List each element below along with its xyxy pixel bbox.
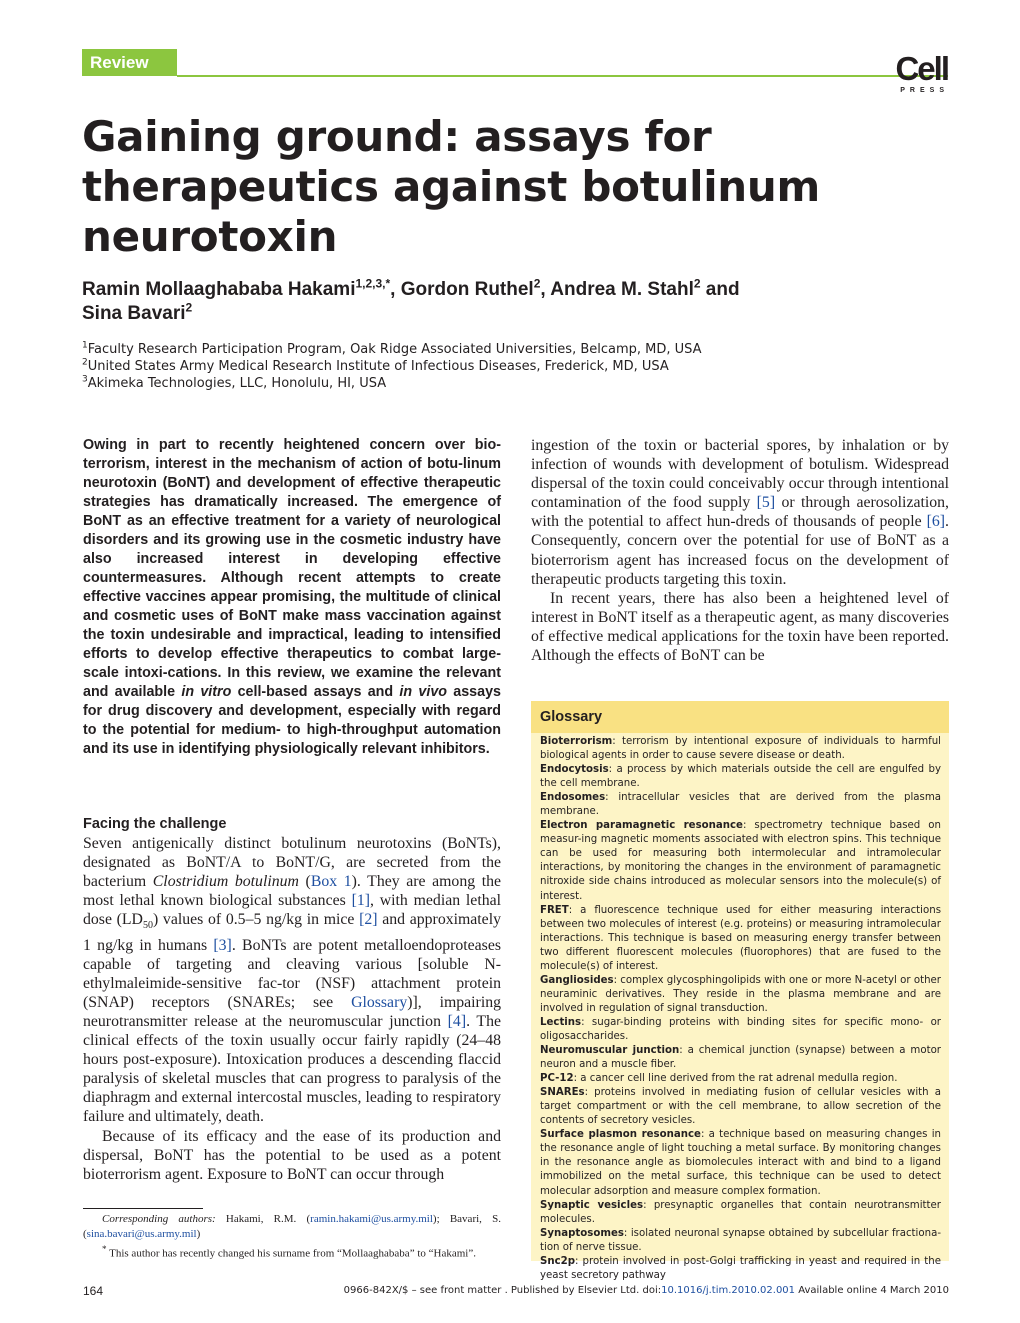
author-list [82,278,942,326]
box-link[interactable]: Box 1 [310,873,352,891]
author-name: Sina Bavari [82,303,186,324]
glossary-term: Bioterrorism [540,736,613,747]
glossary-definition: : terrorism by intentional exposure of individuals to harmful biological agents in order to cause severe disease or death. [540,736,941,762]
footnote-text: Hakami, R.M. ( [215,1213,311,1225]
glossary-entry [540,1199,941,1227]
glossary-term: SNAREs [540,1087,585,1099]
body-column-right [531,436,949,665]
cell-press-logo-subtext: PRESS [900,87,949,94]
glossary-entry [540,819,941,903]
body-text: ) values of 0.5–5 ng/kg in mice [152,911,360,929]
availability-text: Available online 4 March 2010 [795,1285,949,1296]
reference-link[interactable]: [4] [447,1013,467,1030]
body-text: . The clinical effects of the toxin usually occur fairly rapidly (24–48 hours post-exposure). Intoxication produces a descending flaccid paralysis of skeletal muscles that can progress to paralysis of the diaphragm and external intercostal muscles, leading to respiratory failure and ultimately, death. [83,1013,501,1126]
glossary-entry [540,1044,941,1072]
body-text: ( [298,873,311,891]
author-separator: , [540,279,551,300]
reference-link[interactable]: [5] [756,494,776,512]
glossary-definition: : a chemical junction (synapse) between a motor neuron and a muscle fiber. [540,1045,941,1071]
glossary-entry [540,1072,941,1086]
body-text: ). They are among the most lethal known biological substances [83,873,502,910]
affiliation-number: 3 [82,374,88,385]
glossary-term: Lectins [540,1016,582,1028]
affiliation-item [82,358,702,375]
affiliation-number: 1 [82,340,88,351]
glossary-definition: : a technique based on measuring changes in the resonance angle of light touching a metal surface. By monitoring changes in the resonance angle as biomolecules interact with and bind to a ligand immobilized on the metal surface, this technique can be used to detect molecular adsorption and measure complex formation. [540,1129,941,1197]
glossary-definition: : a fluorescence technique used for either measuring interactions between two molecules of interest (e.g. proteins) or measuring intramolecular interactions. This technique is based on measuring energy transfer between two different fluorescent molecules (fluorophores) that are fused to the molecule(s) of interest. [540,904,941,972]
glossary-box [531,701,949,1281]
glossary-entry [540,791,941,819]
author-separator: and [700,279,740,300]
body-text: Seven antigenically distinct botulinum neurotoxins (BoNTs), designated as BoNT/A to BoNT/G, are secreted from the bacterium [83,835,501,891]
glossary-entry [540,1227,941,1255]
abstract-italic: in vivo [399,684,447,700]
author-name: Ramin Mollaaghababa Hakami [82,279,356,300]
glossary-term: Neuromuscular junction [540,1045,680,1057]
glossary-term: Snc2p [540,1255,576,1267]
glossary-entry [540,763,941,791]
glossary-definition: : sugar-binding proteins with binding sites for specific mono- or oligosaccharides. [540,1016,941,1042]
glossary-link[interactable]: Glossary [351,993,408,1011]
publication-info [344,1284,949,1298]
glossary-definition: : spectrometry technique based on measur-ing magnetic moments associated with electron spins. This technique can be used for measuring both intermolecular and intramolecular interactions, by monitoring the changes in the environment of paramagnetic nitroxide side chains introduced as molecular sensors into the molecule(s) of interest. [540,820,941,902]
page-number: 164 [83,1284,104,1298]
glossary-term: Synaptic vesicles [540,1199,644,1211]
abstract-italic: in vitro [181,684,232,700]
glossary-entry [540,1086,941,1128]
header-rule [177,75,948,77]
surname-note [83,1242,501,1262]
body-text: and approximately 1 ng/kg in humans [83,911,501,954]
footnote-label: Corresponding authors: [102,1213,216,1225]
body-paragraph [531,436,949,589]
article-title: Gaining ground: assays for therapeutics against botulinum neurotoxin [82,112,820,261]
species-name: Clostridium botulinum [152,873,299,891]
glossary-term: PC-12 [540,1073,574,1085]
author-affiliation-marks[interactable]: 2 [533,276,541,291]
glossary-definition: : complex glycosphingolipids with one or more N-acetyl or other neuraminic derivatives. They reside in the plasma membrane and are involved in regulation of signal transduction. [540,974,941,1014]
section-heading: Facing the challenge [83,816,227,832]
affiliation-text: Akimeka Technologies, LLC, Honolulu, HI, USA [87,376,387,391]
affiliation-item [82,341,702,358]
glossary-entry [540,974,941,1016]
glossary-title: Glossary [531,701,949,733]
footnote-text: ) [196,1228,201,1240]
glossary-term: Endosomes [540,792,606,804]
glossary-definition: : a cancer cell line derived from the rat adrenal medulla region. [573,1073,898,1085]
author-affiliation-marks[interactable]: 2 [693,276,701,291]
reference-link[interactable]: [1] [351,892,370,910]
body-paragraph: In recent years, there has also been a heightened level of interest in BoNT itself as a therapeutic agent, as many discoveries of effective medical applications for the toxin have been reported. Although the effects of BoNT can be [531,589,949,665]
glossary-term: Electron paramagnetic resonance [540,820,743,832]
reference-link[interactable]: [6] [926,513,946,531]
glossary-definition: : a process by which materials outside the cell are engulfed by the cell membrane. [540,764,941,790]
body-text: . BoNTs are potent metalloendoproteases capable of targeting and cleaving various [soluble N-ethylmaleimide-sensitive fac-tor (NSF) attachment protein (SNAP) receptors (SNAREs; see [83,936,501,1011]
glossary-definition: : proteins involved in mediating fusion of cellular vesicles with a target compartment or with the cell membrane, to allow secretion of the contents of secretory vesicles. [540,1087,941,1127]
author-affiliation-marks[interactable]: 2 [185,300,193,315]
body-text: , with median lethal dose (LD [83,892,502,929]
affiliation-number: 2 [82,357,88,368]
body-paragraph [83,834,501,1127]
footnote-text: This author has recently changed his surname from “Mollaaghababa” to “Hakami”. [106,1247,476,1260]
glossary-definition: : intracellular vesicles that are derived from the plasma membrane. [540,792,941,818]
article-type-tag: Review [82,49,177,76]
footnote-rule [83,1208,203,1209]
glossary-definition: : isolated neuronal synapse obtained by subcellular fractiona-tion of nerve tissue. [540,1227,941,1253]
footnotes [83,1212,501,1262]
doi-link[interactable]: 10.1016/j.tim.2010.02.001 [661,1285,796,1296]
glossary-term: Surface plasmon resonance [540,1129,701,1141]
author-name: Andrea M. Stahl [550,279,694,300]
abstract-text: cell-based assays and [231,684,400,700]
affiliation-text: United States Army Medical Research Institute of Infectious Diseases, Frederick, MD, USA [87,359,669,374]
glossary-entry [540,735,941,763]
author-affiliation-marks[interactable]: 1,2,3,* [355,276,391,291]
abstract-text: assays for drug discovery and development, especially with regard to the potential for medium- to high-throughput automation and its use in identifying physiologically relevant inhibitors. [83,684,501,757]
footnote-text: ); Bavari, S. ( [83,1213,501,1240]
email-link[interactable]: sina.bavari@us.army.mil [86,1228,197,1240]
subscript: 50 [142,920,153,932]
glossary-definition: : presynaptic organelles that contain neurotransmitter molecules. [540,1199,941,1225]
glossary-term: FRET [540,904,569,916]
author-name: Gordon Ruthel [400,279,534,300]
body-text: )], impairing neurotransmitter release at the neuromuscular junction [83,993,502,1030]
cell-press-logo: Cell [895,50,948,87]
affiliation-text: Faculty Research Participation Program, Oak Ridge Associated Universities, Belcamp, MD, USA [87,342,702,357]
glossary-entry [540,1255,941,1283]
glossary-entry [540,1016,941,1044]
abstract [83,436,501,759]
body-paragraph: Because of its efficacy and the ease of its production and dispersal, BoNT has the potential to be used as a potent bioterrorism agent. Exposure to BoNT can occur through [83,1127,501,1183]
footnote-mark: * [102,1244,107,1254]
abstract-text: Owing in part to recently heightened concern over bio-terrorism, interest in the mechanism of action of botu-linum neurotoxin (BoNT) and development of effective therapeutic strategies has dramatically increased. The emergence of BoNT as an effective treatment for a variety of neurological disorders and its growing use in the cosmetic industry have also increased interest in developing effective countermeasures. Although recent attempts to create effective vaccines appear promising, the multitude of clinical and cosmetic uses of BoNT make mass vaccination against the toxin undesirable and impractical, leading to intensified efforts to develop effective therapeutics to combat large-scale intoxi-cations. In this review, we examine the relevant and available [83,437,501,700]
body-text: . Consequently, concern over the potential for use of BoNT as a bioterrorism agent has increased focus on the development of therapeutic products targeting this toxin. [531,513,949,588]
glossary-entries [540,735,941,1283]
glossary-term: Endocytosis [540,764,609,776]
glossary-entry [540,1128,941,1198]
author-separator: , [390,279,401,300]
glossary-term: Gangliosides [540,974,614,986]
affiliation-item [82,375,702,392]
corresponding-authors-note [83,1212,501,1242]
glossary-entry [540,904,941,974]
glossary-definition: : protein involved in post-Golgi trafficking in yeast and required in the yeast secretory pathway [540,1255,941,1281]
body-text: or through aerosolization, with the potential to affect hun-dreds of thousands of people [531,494,949,531]
reference-link[interactable]: [3] [213,936,232,954]
affiliation-list [82,341,702,392]
email-link[interactable]: ramin.hakami@us.army.mil [310,1213,433,1225]
glossary-term: Synaptosomes [540,1227,624,1239]
publication-text: 0966-842X/$ – see front matter . Published by Elsevier Ltd. doi: [343,1285,662,1296]
body-column-left [83,834,501,1184]
reference-link[interactable]: [2] [359,911,378,929]
body-text: ingestion of the toxin or bacterial spores, by inhalation or by infection of wounds with development of botulism. Widespread dispersal of the toxin could conceivably occur through intentional contamination of the food supply [531,437,949,512]
